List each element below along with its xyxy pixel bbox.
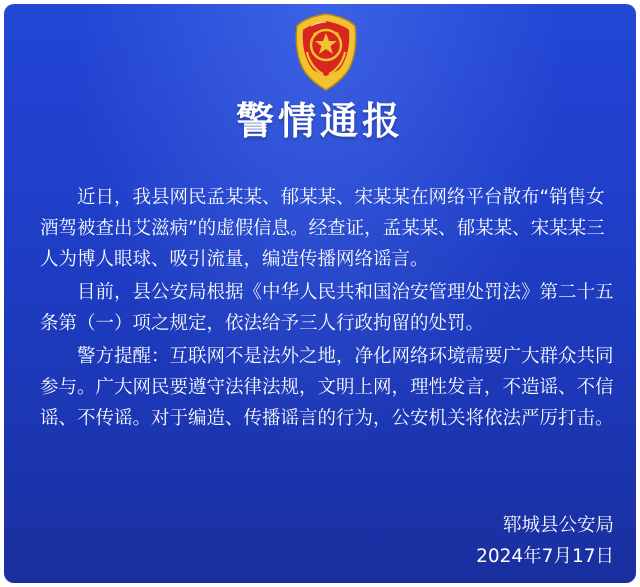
notice-body bbox=[40, 182, 620, 436]
paragraph-incident: 近日，我县网民孟某某、郁某某、宋某某在网络平台散布“销售女酒驾被查出艾滋病”的虚假信息。经查证，孟某某、郁某某、宋某某三人为博人眼球、吸引流量，编造传播网络谣言。 bbox=[40, 187, 605, 270]
notice-signature bbox=[476, 510, 614, 572]
paragraph-reminder: 警方提醒：互联网不是法外之地，净化网络环境需要广大群众共同参与。广大网民要遵守法律法规，文明上网，理性发言，不造谣、不信谣、不传谣。对于编造、传播谣言的行为，公安机关将依法严厉打击。 bbox=[40, 346, 614, 429]
police-emblem-icon bbox=[291, 12, 361, 92]
notice-poster bbox=[4, 4, 636, 583]
issue-date: 2024年7月17日 bbox=[476, 546, 614, 567]
issuer-name: 郓城县公安局 bbox=[502, 515, 614, 536]
paragraph-penalty: 目前，县公安局根据《中华人民共和国治安管理处罚法》第二十五条第（一）项之规定，依法给予三人行政拘留的处罚。 bbox=[40, 282, 614, 334]
notice-title: 警情通报 bbox=[235, 99, 404, 143]
